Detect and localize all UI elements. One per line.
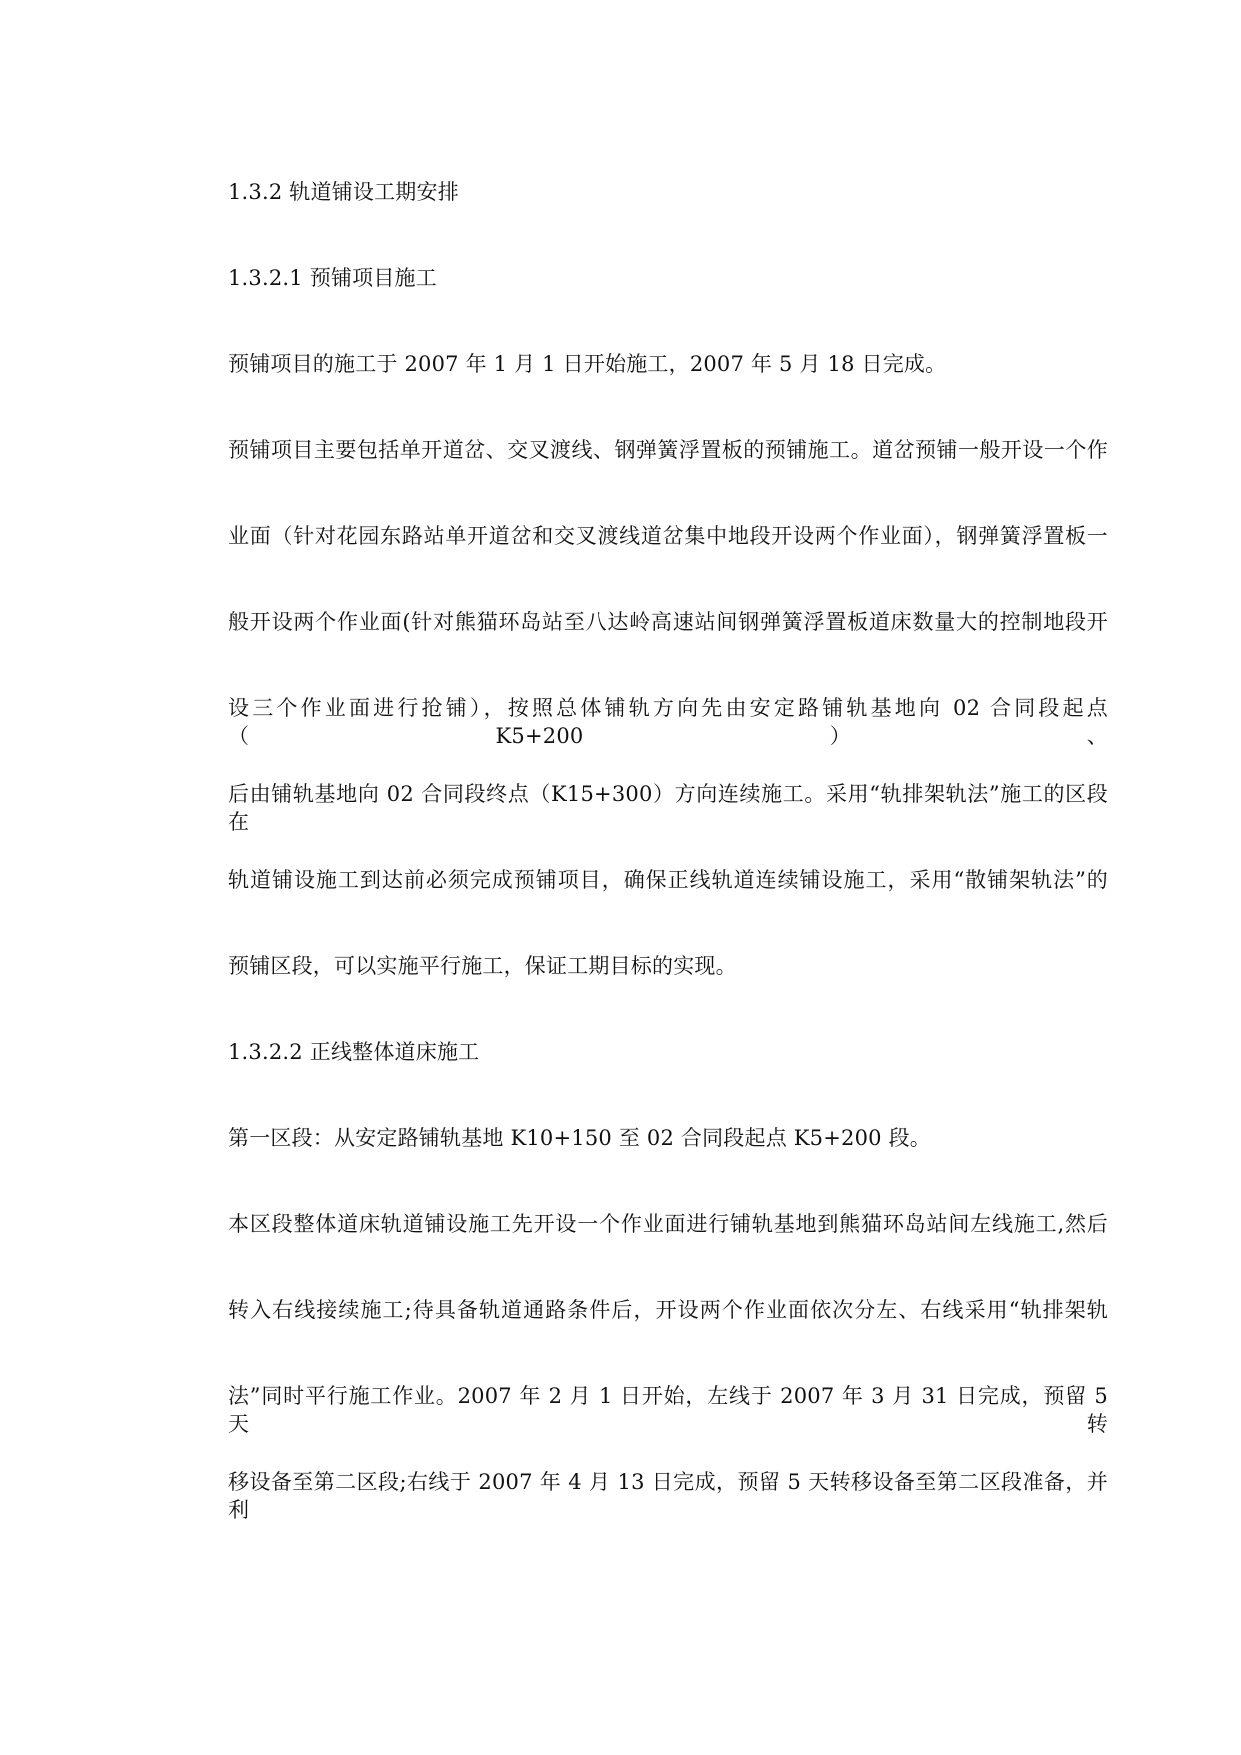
paragraph-line: 本区段整体道床轨道铺设施工先开设一个作业面进行铺轨基地到熊猫环岛站间左线施工,然后 [228,1212,1108,1236]
section-heading-1-3-2-2: 1.3.2.2 正线整体道床施工 [228,1040,480,1064]
paragraph-line: 移设备至第二区段;右线于 2007 年 4 月 13 日完成，预留 5 天转移设备至第二区段准备，并利 [228,1470,1108,1522]
section-heading-1-3-2-1: 1.3.2.1 预铺项目施工 [228,266,437,290]
paragraph-first-section: 第一区段：从安定路铺轨基地 K10+150 至 02 合同段起点 K5+200 段。 [228,1126,931,1150]
paragraph-line: 业面（针对花园东路站单开道岔和交叉渡线道岔集中地段开设两个作业面），钢弹簧浮置板一 [228,524,1108,548]
paragraph-line: 般开设两个作业面(针对熊猫环岛站至八达岭高速站间钢弹簧浮置板道床数量大的控制地段开 [228,610,1108,634]
section-heading-1-3-2: 1.3.2 轨道铺设工期安排 [228,180,459,204]
paragraph-line: 预铺项目主要包括单开道岔、交叉渡线、钢弹簧浮置板的预铺施工。道岔预铺一般开设一个作 [228,438,1108,462]
paragraph-line: 转入右线接续施工;待具备轨道通路条件后，开设两个作业面依次分左、右线采用“轨排架轨 [228,1298,1108,1322]
paragraph-line: 轨道铺设施工到达前必须完成预铺项目，确保正线轨道连续铺设施工，采用“散铺架轨法”的 [228,868,1108,892]
paragraph-line: 设三个作业面进行抢铺），按照总体铺轨方向先由安定路铺轨基地向 02 合同段起点（K5+200）、 [228,696,1108,748]
paragraph-line: 后由铺轨基地向 02 合同段终点（K15+300）方向连续施工。采用“轨排架轨法”施工的区段在 [228,782,1108,834]
paragraph-preinstall-schedule: 预铺项目的施工于 2007 年 1 月 1 日开始施工，2007 年 5 月 18 日完成。 [228,352,947,376]
paragraph-line: 预铺区段，可以实施平行施工，保证工期目标的实现。 [228,954,737,978]
paragraph-line: 法”同时平行施工作业。2007 年 2 月 1 日开始，左线于 2007 年 3 月 31 日完成，预留 5 天转 [228,1384,1108,1436]
